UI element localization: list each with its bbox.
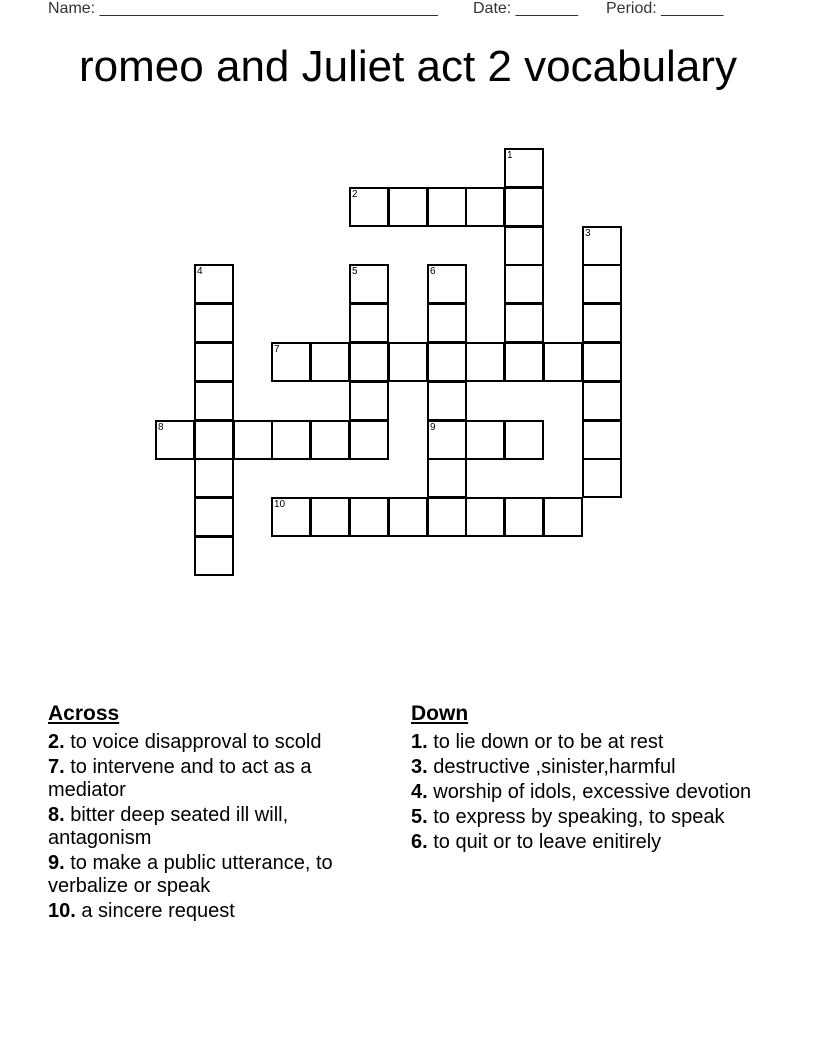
crossword-cell[interactable] xyxy=(427,381,467,421)
crossword-cell[interactable] xyxy=(504,226,544,266)
cell-number: 6 xyxy=(430,266,436,277)
clue-number: 7. xyxy=(48,756,65,778)
clue-text: a sincere request xyxy=(75,900,235,922)
crossword-cell[interactable] xyxy=(465,187,505,227)
crossword-cell[interactable] xyxy=(427,303,467,343)
crossword-cell[interactable] xyxy=(349,264,389,304)
down-clue xyxy=(411,781,771,804)
crossword-cell[interactable] xyxy=(465,497,505,537)
crossword-cell[interactable] xyxy=(349,381,389,421)
crossword-cell[interactable] xyxy=(504,148,544,188)
crossword-cell[interactable] xyxy=(194,342,234,382)
crossword-cell[interactable] xyxy=(349,303,389,343)
clue-number: 1. xyxy=(411,731,428,753)
page-title: romeo and Juliet act 2 vocabulary xyxy=(79,42,737,91)
crossword-cell[interactable] xyxy=(504,264,544,304)
crossword-cell[interactable] xyxy=(582,420,622,460)
across-heading: Across xyxy=(48,702,120,725)
crossword-cell[interactable] xyxy=(349,420,389,460)
crossword-cell[interactable] xyxy=(349,187,389,227)
crossword-cell[interactable] xyxy=(582,381,622,421)
clue-text: to lie down or to be at rest xyxy=(427,731,664,753)
down-heading: Down xyxy=(411,702,469,725)
crossword-cell[interactable] xyxy=(349,497,389,537)
clue-text: to quit or to leave enitirely xyxy=(427,831,662,853)
cell-number: 7 xyxy=(274,344,280,355)
crossword-cell[interactable] xyxy=(543,497,583,537)
cell-number: 4 xyxy=(197,266,203,277)
crossword-cell[interactable] xyxy=(194,420,234,460)
cell-number: 9 xyxy=(430,422,436,433)
crossword-cell[interactable] xyxy=(271,342,311,382)
crossword-cell[interactable] xyxy=(271,420,311,460)
clue-text: to voice disapproval to scold xyxy=(64,731,322,753)
crossword-cell[interactable] xyxy=(582,303,622,343)
crossword-cell[interactable] xyxy=(427,458,467,498)
clue-number: 5. xyxy=(411,806,428,828)
crossword-cell[interactable] xyxy=(582,342,622,382)
cell-number: 1 xyxy=(507,150,513,161)
down-clue xyxy=(411,806,771,829)
crossword-cell[interactable] xyxy=(543,342,583,382)
cell-number: 5 xyxy=(352,266,358,277)
crossword-cell[interactable] xyxy=(349,342,389,382)
across-clue xyxy=(48,900,388,923)
crossword-cell[interactable] xyxy=(310,497,350,537)
crossword-cell[interactable] xyxy=(194,264,234,304)
crossword-cell[interactable] xyxy=(582,226,622,266)
clue-number: 6. xyxy=(411,831,428,853)
clue-number: 2. xyxy=(48,731,65,753)
cell-number: 8 xyxy=(158,422,164,433)
clue-number: 10. xyxy=(48,900,76,922)
crossword-cell[interactable] xyxy=(194,497,234,537)
clue-text: worship of idols, excessive devotion xyxy=(427,781,752,803)
crossword-cell[interactable] xyxy=(310,420,350,460)
crossword-cell[interactable] xyxy=(194,381,234,421)
crossword-cell[interactable] xyxy=(427,264,467,304)
crossword-cell[interactable] xyxy=(504,342,544,382)
crossword-cell[interactable] xyxy=(271,497,311,537)
clue-text: destructive ,sinister,harmful xyxy=(427,756,676,778)
down-clue xyxy=(411,756,771,779)
crossword-cell[interactable] xyxy=(582,264,622,304)
crossword-cell[interactable] xyxy=(388,497,428,537)
across-clue xyxy=(48,804,388,850)
crossword-cell[interactable] xyxy=(155,420,195,460)
clue-text: to express by speaking, to speak xyxy=(427,806,725,828)
crossword-cell[interactable] xyxy=(427,342,467,382)
clue-number: 3. xyxy=(411,756,428,778)
crossword-cell[interactable] xyxy=(465,342,505,382)
cell-number: 3 xyxy=(585,228,591,239)
crossword-cell[interactable] xyxy=(504,420,544,460)
clue-text: to make a public utterance, to verbalize or speak xyxy=(48,852,333,897)
crossword-cell[interactable] xyxy=(427,420,467,460)
crossword-cell[interactable] xyxy=(233,420,273,460)
crossword-cell[interactable] xyxy=(504,303,544,343)
across-clue xyxy=(48,852,388,898)
period-field-label: Period: _______ xyxy=(606,0,724,17)
crossword-cell[interactable] xyxy=(427,497,467,537)
cell-number: 10 xyxy=(274,499,286,510)
crossword-cell[interactable] xyxy=(582,458,622,498)
down-clue xyxy=(411,831,771,854)
clue-number: 8. xyxy=(48,804,65,826)
crossword-cell[interactable] xyxy=(388,187,428,227)
name-field-label: Name: ______________________________________ xyxy=(48,0,438,17)
down-clues xyxy=(411,702,771,856)
down-clue xyxy=(411,731,771,754)
crossword-cell[interactable] xyxy=(504,187,544,227)
across-clues xyxy=(48,702,388,925)
clue-number: 4. xyxy=(411,781,428,803)
crossword-cell[interactable] xyxy=(427,187,467,227)
crossword-cell[interactable] xyxy=(504,497,544,537)
clue-text: bitter deep seated ill will, antagonism xyxy=(48,804,289,849)
crossword-cell[interactable] xyxy=(194,458,234,498)
crossword-cell[interactable] xyxy=(310,342,350,382)
across-clue xyxy=(48,756,388,802)
crossword-cell[interactable] xyxy=(194,536,234,576)
across-clue xyxy=(48,731,388,754)
cell-number: 2 xyxy=(352,189,358,200)
clue-number: 9. xyxy=(48,852,65,874)
date-field-label: Date: _______ xyxy=(473,0,578,17)
clue-text: to intervene and to act as a mediator xyxy=(48,756,312,801)
crossword-cell[interactable] xyxy=(388,342,428,382)
crossword-cell[interactable] xyxy=(465,420,505,460)
crossword-cell[interactable] xyxy=(194,303,234,343)
